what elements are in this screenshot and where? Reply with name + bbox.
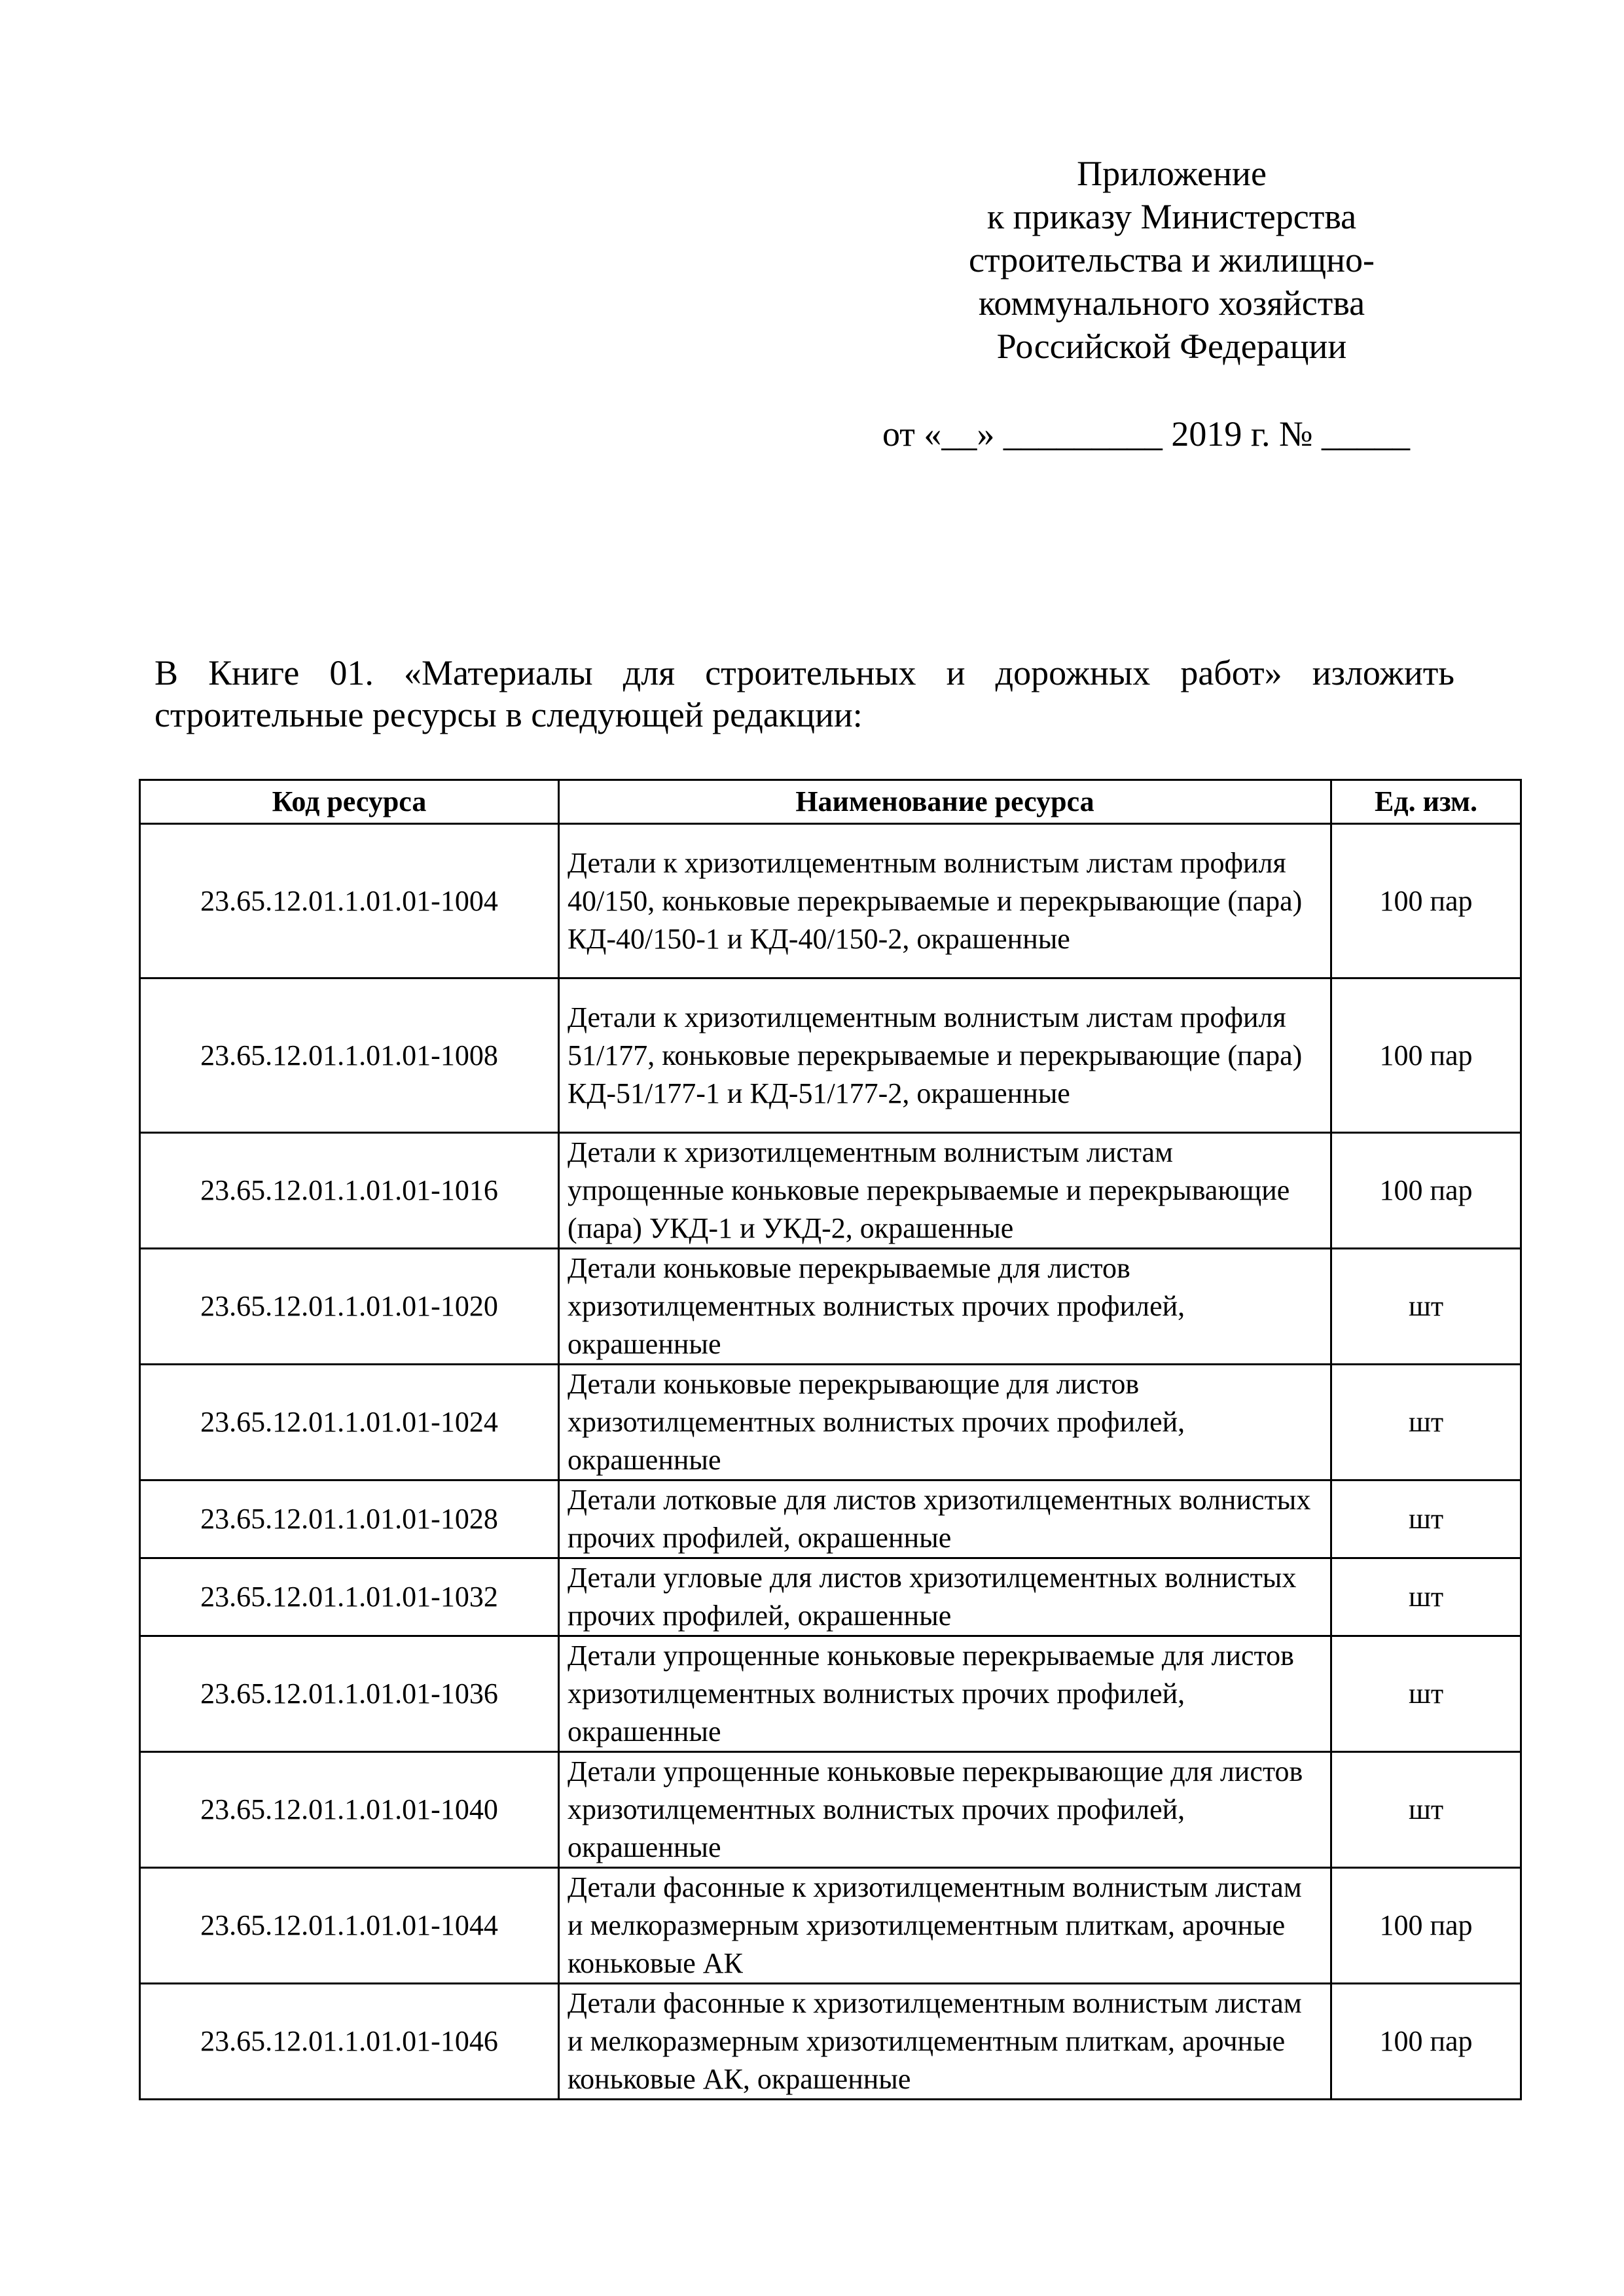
intro-paragraph: В Книге 01. «Материалы для строительных и дорожных работ» изложить строительные ресурсы в следующей редакции: (154, 653, 1454, 734)
resource-name: Детали угловые для листов хризотилцементных волнистых прочих профилей, окрашенные (559, 1558, 1331, 1636)
resource-code: 23.65.12.01.1.01.01-1044 (140, 1868, 559, 1984)
resource-unit: шт (1331, 1752, 1521, 1868)
resource-table (139, 779, 1522, 2100)
approval-line: к приказу Министерства (986, 197, 1357, 236)
header-code: Код ресурса (140, 780, 559, 824)
resource-unit: 100 пар (1331, 1133, 1521, 1249)
resource-name: Детали фасонные к хризотилцементным волнистым листам и мелкоразмерным хризотилцементным плиткам, арочные коньковые АК, окрашенные (559, 1984, 1331, 2100)
resource-name: Детали к хризотилцементным волнистым листам упрощенные коньковые перекрываемые и перекрывающие (пара) УКД-1 и УКД-2, окрашенные (559, 1133, 1331, 1249)
table-row (140, 1984, 1521, 2100)
table-row (140, 824, 1521, 978)
resource-unit: 100 пар (1331, 1868, 1521, 1984)
resource-name: Детали упрощенные коньковые перекрывающие для листов хризотилцементных волнистых прочих профилей, окрашенные (559, 1752, 1331, 1868)
table-row (140, 978, 1521, 1133)
resource-name: Детали коньковые перекрываемые для листов хризотилцементных волнистых прочих профилей, окрашенные (559, 1249, 1331, 1365)
table-row (140, 1752, 1521, 1868)
resource-code: 23.65.12.01.1.01.01-1008 (140, 978, 559, 1133)
table-row (140, 1133, 1521, 1249)
resource-unit: шт (1331, 1249, 1521, 1365)
resource-code: 23.65.12.01.1.01.01-1036 (140, 1636, 559, 1752)
table-row (140, 1365, 1521, 1480)
table-row (140, 1480, 1521, 1558)
resource-name: Детали упрощенные коньковые перекрываемые для листов хризотилцементных волнистых прочих профилей, окрашенные (559, 1636, 1331, 1752)
resource-code: 23.65.12.01.1.01.01-1020 (140, 1249, 559, 1365)
approval-line: Российской Федерации (996, 327, 1347, 366)
table-header-row (140, 780, 1521, 824)
header-name: Наименование ресурса (559, 780, 1331, 824)
resource-code: 23.65.12.01.1.01.01-1028 (140, 1480, 559, 1558)
resource-unit: шт (1331, 1636, 1521, 1752)
table-row (140, 1558, 1521, 1636)
approval-line: Приложение (1077, 154, 1267, 193)
table-row (140, 1868, 1521, 1984)
order-date-line: от «__» _________ 2019 г. № _____ (882, 414, 1410, 454)
resource-name: Детали к хризотилцементным волнистым листам профиля 51/177, коньковые перекрываемые и перекрывающие (пара) КД-51/177-1 и КД-51/177-2, окрашенные (559, 978, 1331, 1133)
approval-line: коммунального хозяйства (978, 283, 1365, 323)
header-unit: Ед. изм. (1331, 780, 1521, 824)
table-row (140, 1249, 1521, 1365)
table-body (140, 824, 1521, 2100)
resource-code: 23.65.12.01.1.01.01-1024 (140, 1365, 559, 1480)
resource-code: 23.65.12.01.1.01.01-1004 (140, 824, 559, 978)
resource-code: 23.65.12.01.1.01.01-1040 (140, 1752, 559, 1868)
approval-line: строительства и жилищно- (969, 240, 1375, 279)
resource-code: 23.65.12.01.1.01.01-1032 (140, 1558, 559, 1636)
resource-name: Детали к хризотилцементным волнистым листам профиля 40/150, коньковые перекрываемые и перекрывающие (пара) КД-40/150-1 и КД-40/150-2, окрашенные (559, 824, 1331, 978)
resource-name: Детали коньковые перекрывающие для листов хризотилцементных волнистых прочих профилей, окрашенные (559, 1365, 1331, 1480)
resource-name: Детали фасонные к хризотилцементным волнистым листам и мелкоразмерным хризотилцементным плиткам, арочные коньковые АК (559, 1868, 1331, 1984)
resource-code: 23.65.12.01.1.01.01-1016 (140, 1133, 559, 1249)
resource-code: 23.65.12.01.1.01.01-1046 (140, 1984, 559, 2100)
resource-unit: 100 пар (1331, 978, 1521, 1133)
table-row (140, 1636, 1521, 1752)
approval-block (903, 152, 1440, 368)
resource-unit: 100 пар (1331, 1984, 1521, 2100)
resource-unit: шт (1331, 1558, 1521, 1636)
resource-unit: 100 пар (1331, 824, 1521, 978)
resource-name: Детали лотковые для листов хризотилцементных волнистых прочих профилей, окрашенные (559, 1480, 1331, 1558)
resource-unit: шт (1331, 1480, 1521, 1558)
resource-unit: шт (1331, 1365, 1521, 1480)
